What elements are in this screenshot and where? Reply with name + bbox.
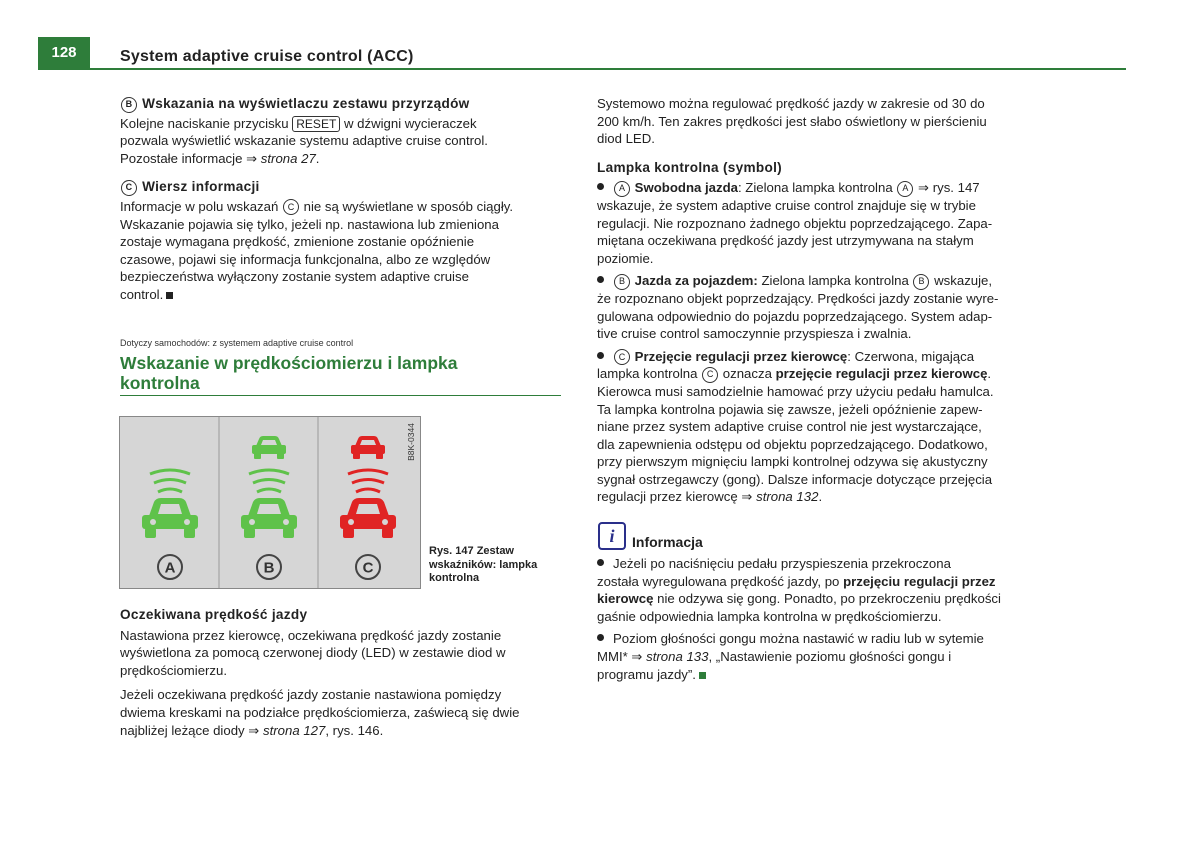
callout-c: C [702,367,718,383]
left-column-bottom [120,606,570,739]
bullet-icon [597,276,604,283]
text-line: Kierowca musi samodzielnie hamować przy użyciu pedału hamulca. [597,383,994,399]
text-line: gaśnie odpowiednia lampka kontrolna w prędkościomierzu. [597,608,942,624]
figure-graphic [120,417,420,588]
panel-a [142,470,198,579]
figure-indicator-panel [119,416,421,589]
callout-c: C [614,349,630,365]
text-line: niane przez system adaptive cruise control nie jest wystarczające, [597,419,982,435]
panel-c [340,436,396,579]
callout-c: C [283,199,299,215]
text-line: Nastawiona przez kierowcę, oczekiwana prędkość jazdy zostanie [120,627,502,643]
text-line: prędkościomierzu. [120,662,228,678]
paragraph: Kolejne naciskanie przycisku RESET w dźwigni wycieraczek [120,115,477,131]
panel-b [241,436,297,579]
bullet-icon [597,559,604,566]
page-reference[interactable]: strona 132 [756,489,819,505]
text-line: tive cruise control samoczynnie przyspiesza i zwalnia. [597,326,912,342]
info-box [597,555,1047,683]
text-line: bezpieczeństwa wyłączony zostanie system adaptive cruise [120,269,469,285]
text-line: kierowcę nie odzywa się gong. Ponadto, po przekroczeniu prędkości [597,591,1001,607]
text-line: Ta lampka kontrolna pojawia się zawsze, jeżeli opóźnienie zapew- [597,401,983,417]
text-line: gulowana odpowiednio do pojazdu poprzedzającego. System adap- [597,308,993,324]
section-display-title: B Wskazania na wyświetlaczu zestawu przyrządów [120,95,570,113]
text-line: programu jazdy”. [597,666,1047,684]
bullet-item: A Swobodna jazda: Zielona lampka kontrolna A ⇒ rys. 147 [597,179,1047,197]
text-line: wskazuje, że system adaptive cruise control znajduje się w trybie [597,197,976,213]
text-line: poziomie. [597,250,654,266]
text-line: Pozostałe informacje ⇒ strona 27. [120,150,320,166]
car-red-icon [340,498,396,538]
bullet-item: Poziom głośności gongu można nastawić w radiu lub w sytemie [597,630,1047,648]
text-line: Informacje w polu wskazań C nie są wyświetlane w sposób ciągły. [120,198,514,214]
right-column [597,95,1047,506]
text-line: czasowe, pojawi się informacja funkcjonalna, albo ze względów [120,251,491,267]
text-line: sygnał ostrzegawczy (gong). Dalsze informacje dotyczące przejęcia [597,471,993,487]
callout-b: B [121,97,137,113]
text-line: MMI* ⇒ strona 133, „Nastawienie poziomu głośności gongu i [597,648,952,664]
section-title: Wskazanie w prędkościomierzu i lampka kontrolna [120,353,458,393]
text-line: 200 km/h. Ten zakres prędkości jest słabo oświetlony w pierścieniu [597,113,987,129]
radar-waves-red-icon [348,470,388,492]
radar-waves-icon [249,470,289,492]
page-number: 128 [38,37,90,68]
text-line: Jeżeli oczekiwana prędkość jazdy zostanie nastawiona pomiędzy [120,687,502,703]
text-line: Wskazanie pojawia się tylko, jeżeli np. nastawiona lub zmieniona [120,216,499,232]
info-title: Informacja [632,534,703,550]
bullet-item: C Przejęcie regulacji przez kierowcę: Czerwona, migająca [597,348,1047,366]
section-info-title: C Wiersz informacji [120,178,570,196]
text-line: wyświetlona za pomocą czerwonej diody (LED) w zestawie diod w [120,645,506,661]
figure-caption: Rys. 147 Zestaw wskaźników: lampka kontrolna [429,545,538,584]
running-header: System adaptive cruise control (ACC) [120,48,414,65]
panel-label-b: B [263,559,275,577]
page-reference[interactable]: strona 27 [260,150,316,166]
text-line: dla zapewnienia odstępu od objektu poprzedzającego. Dodatkowo, [597,436,988,452]
text-line: lampka kontrolna C oznacza przejęcie regulacji przez kierowcę. [597,366,992,382]
text-line: zostaje wymagana prędkość, zmienione zostanie opóźnienie [120,234,475,250]
text-line: dwiema kreskami na podziałce prędkościomierza, zaświecą się dwie [120,704,520,720]
info-icon: i [598,522,626,550]
end-mark [166,292,173,299]
text-line: miętana oczekiwana prędkość jazdy jest utrzymywana na stałym [597,233,974,249]
callout-a: A [897,181,913,197]
end-mark [699,672,706,679]
bullet-icon [597,352,604,359]
section-rule [120,395,561,396]
page-reference[interactable]: strona 127 [263,722,326,738]
text-line: control. [120,286,570,304]
radar-waves-icon [150,470,190,492]
callout-a: A [614,181,630,197]
subsection-title: Oczekiwana prędkość jazdy [120,607,308,622]
car-green-small-icon [252,436,286,459]
bullet-icon [597,634,604,641]
car-red-small-icon [351,436,385,459]
car-green-icon [142,498,198,538]
panel-label-a: A [164,559,176,577]
reset-key: RESET [292,116,340,132]
text-line: Systemowo można regulować prędkość jazdy w zakresie od 30 do [597,96,985,111]
text-line: została wyregulowana prędkość jazdy, po przejęciu regulacji przez [597,573,996,589]
bullet-icon [597,183,604,190]
text-line: pozwala wyświetlić wskazanie systemu adaptive cruise control. [120,133,488,149]
left-column-top [120,95,570,304]
text-line: diod LED. [597,131,655,147]
bullet-item: Jeżeli po naciśnięciu pedału przyspieszenia przekroczona [597,555,1047,573]
car-green-icon [241,498,297,538]
text-line: przy pierwszym mignięciu lampki kontrolnej odzywa się akustyczny [597,454,988,470]
text-line: że rozpoznano objekt poprzedzający. Prędkości jazdy zostanie wyre- [597,290,999,306]
callout-b: B [614,274,630,290]
callout-c: C [121,180,137,196]
text-line: regulacji przez kierowcę ⇒ strona 132. [597,489,823,505]
subsection-title: Lampka kontrolna (symbol) [597,159,783,175]
text-line: najbliżej leżące diody ⇒ strona 127, rys. 146. [120,722,384,738]
header-rule [38,68,1126,70]
callout-b: B [913,274,929,290]
text-line: regulacji. Nie rozpoznano żadnego objektu poprzedzającego. Zapa- [597,215,993,231]
figure-code: B8K-0344 [406,423,416,461]
bullet-item: B Jazda za pojazdem: Zielona lampka kontrolna B wskazuje, [597,272,1047,290]
applies-to-note: Dotyczy samochodów: z systemem adaptive cruise control [120,338,354,348]
page-reference[interactable]: strona 133 [646,648,709,664]
panel-label-c: C [362,559,374,577]
